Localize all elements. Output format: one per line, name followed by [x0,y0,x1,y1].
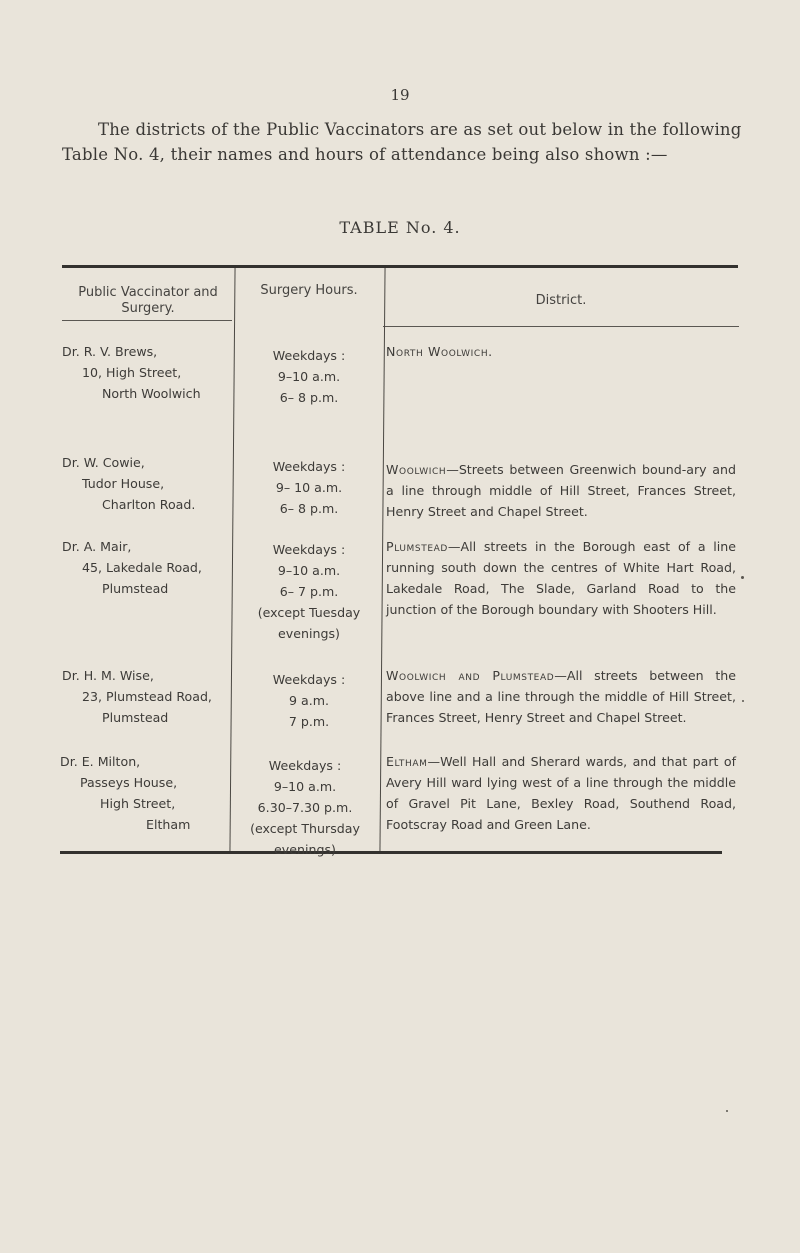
speck [741,576,744,579]
row-5-vaccinator [60,751,190,835]
row-1-hours-line: 6– 8 p.m. [279,390,339,405]
header-rule-left [62,320,232,321]
row-4-vaccinator-name: Dr. H. M. Wise, [62,668,154,683]
row-1-district [386,341,736,362]
row-5-district-text: —Well Hall and Sherard wards, and that part of Avery Hill ward lying west of a line through the middle of Gravel Pit Lane, Bexley Road, Southend Road, Footscray Road and Green Lane. [386,754,736,832]
row-5-hours-line: 6.30–7.30 p.m. [257,800,353,815]
row-5-hours-line: evenings) [274,842,336,857]
row-3-hours-line: 9–10 a.m. [277,563,341,578]
row-3-vaccinator-name: Dr. A. Mair, [62,539,132,554]
row-3-district-name: Plumstead [386,539,448,554]
row-3-vaccinator [62,536,202,599]
row-1-hours-line: Weekdays : [272,348,346,363]
row-2-hours [234,456,384,519]
row-4-hours [234,669,384,732]
row-1-district-name: North Woolwich. [386,344,493,359]
row-4-district-name: Woolwich and Plumstead [386,668,555,683]
table-bottom-rule [60,851,722,854]
intro-text: The districts of the Public Vaccinators are as set out below in the following Table No. 4, their names and hours of attendance being also shown :— [62,120,742,164]
row-1-hours-line: 9–10 a.m. [277,369,341,384]
row-4-vaccinator-address: Plumstead [102,710,169,725]
row-4-hours-line: 9 a.m. [288,693,329,708]
header-hours: Surgery Hours. [260,283,358,298]
row-5-vaccinator-address: Eltham [146,817,191,832]
row-1-vaccinator [62,341,201,404]
row-1-vaccinator-name: Dr. R. V. Brews, [62,344,158,359]
row-4-hours-line: Weekdays : [272,672,346,687]
table-title: TABLE No. 4. [339,218,461,237]
speck [726,1110,728,1112]
row-5-vaccinator-address: High Street, [100,796,176,811]
header-district: District. [535,293,587,308]
header-vaccinator: Public Vaccinator and Surgery. [78,285,218,316]
row-4-hours-line: 7 p.m. [288,714,330,729]
row-2-district [386,459,736,522]
row-2-vaccinator [62,452,195,515]
intro-paragraph [62,117,752,167]
row-2-vaccinator-name: Dr. W. Cowie, [62,455,145,470]
row-5-hours-line: 9–10 a.m. [273,779,337,794]
row-5-district [386,751,736,835]
row-4-vaccinator [62,665,212,728]
row-3-vaccinator-address: Plumstead [102,581,169,596]
row-2-hours-line: Weekdays : [272,459,346,474]
row-2-hours-line: 9– 10 a.m. [275,480,343,495]
row-5-vaccinator-address: Passeys House, [80,775,178,790]
row-2-vaccinator-address: Tudor House, [82,476,165,491]
row-5-vaccinator-name: Dr. E. Milton, [60,754,141,769]
table-top-rule [62,265,738,268]
speck [742,700,744,702]
row-5-hours-line: (except Thursday [250,821,360,836]
row-2-district-text: —Streets between Greenwich bound-ary and a line through middle of Hill Street, Frances Street, Henry Street and Chapel Street. [386,462,736,519]
row-5-hours [230,755,380,860]
header-rule-right [383,326,739,327]
page-number: 19 [390,86,410,104]
row-5-district-name: Eltham [386,754,428,769]
row-1-vaccinator-address: 10, High Street, [82,365,182,380]
row-5-hours-line: Weekdays : [268,758,342,773]
row-3-hours-line: Weekdays : [272,542,346,557]
row-3-district-text: —All streets in the Borough east of a line running south down the centres of White Hart Road, Lakedale Road, The Slade, Garland Road to the junction of the Borough boundary with Shooters Hill. [386,539,736,617]
row-3-hours-line: evenings) [278,626,340,641]
row-1-hours [234,345,384,408]
row-3-vaccinator-address: 45, Lakedale Road, [82,560,202,575]
row-3-hours [234,539,384,644]
row-2-hours-line: 6– 8 p.m. [279,501,339,516]
row-3-hours-line: (except Tuesday [257,605,361,620]
row-3-hours-line: 6– 7 p.m. [279,584,339,599]
row-3-district [386,536,736,620]
row-2-district-name: Woolwich [386,462,447,477]
row-4-vaccinator-address: 23, Plumstead Road, [82,689,212,704]
row-4-district [386,665,736,728]
row-1-vaccinator-address: North Woolwich [102,386,201,401]
row-2-vaccinator-address: Charlton Road. [102,497,196,512]
row-4-district-text: —All streets between the above line and a line through the middle of Hill Street, Frances Street, Henry Street and Chapel Street. [386,668,736,725]
